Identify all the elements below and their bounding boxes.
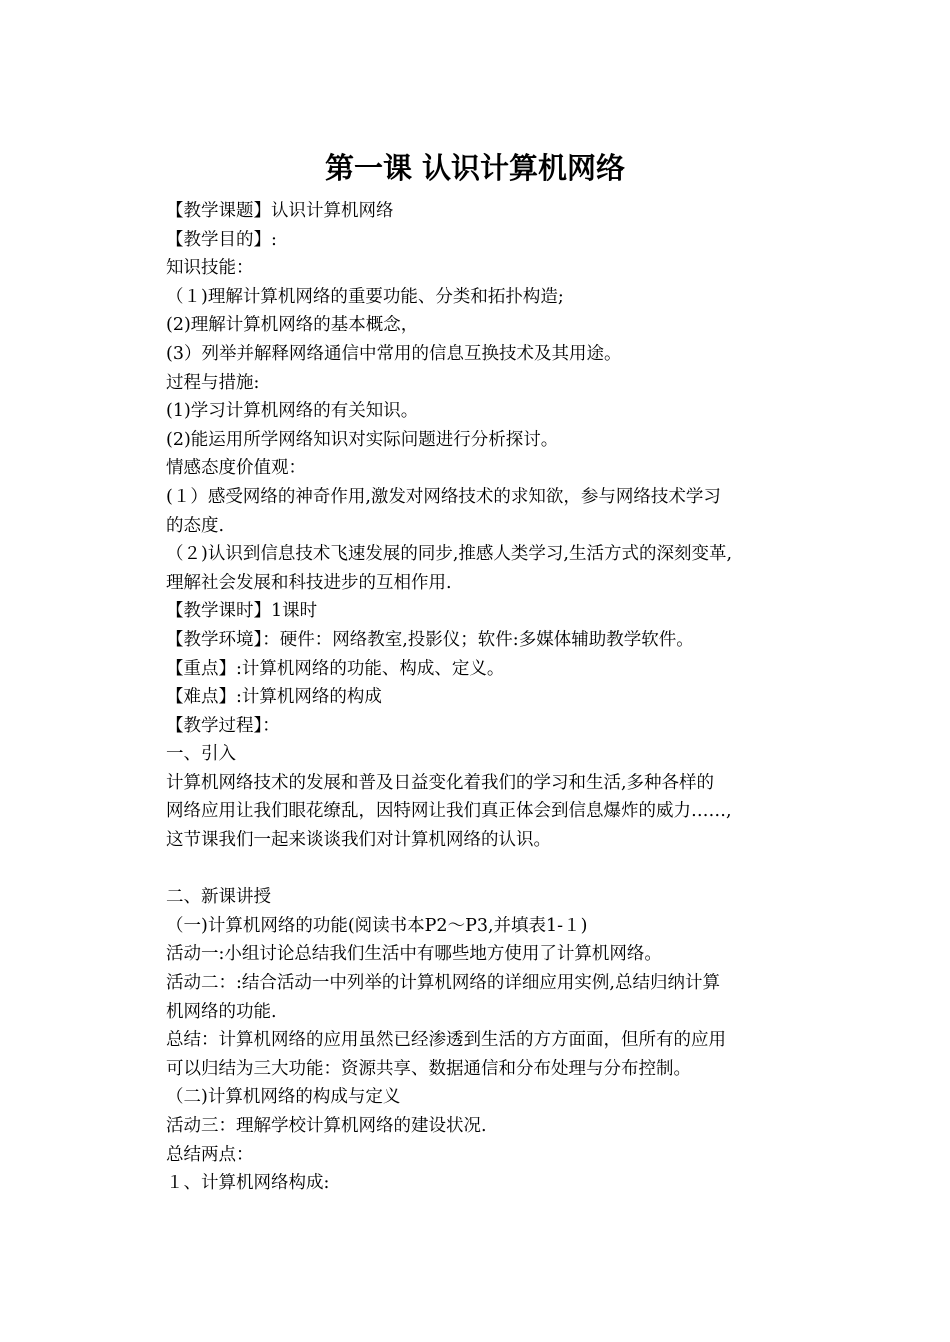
text-line: (3）列举并解释网络通信中常用的信息互换技术及其用途。	[166, 343, 622, 364]
text-line: 的态度.	[166, 515, 225, 536]
text-line: 计算机网络技术的发展和普及日益变化着我们的学习和生活,多种各样的	[166, 772, 715, 793]
text-line: 活动一:小组讨论总结我们生活中有哪些地方使用了计算机网络。	[166, 944, 662, 965]
text-line: (1)学习计算机网络的有关知识。	[166, 401, 419, 422]
text-line: 网络应用让我们眼花缭乱，因特网让我们真正体会到信息爆炸的威力……,	[166, 801, 732, 822]
document-title: 第一课 认识计算机网络	[324, 151, 626, 185]
text-line: 机网络的功能.	[166, 1001, 277, 1022]
text-line: 这节课我们一起来谈谈我们对计算机网络的认识。	[166, 830, 551, 851]
text-line: 【难点】:计算机网络的构成	[166, 687, 382, 708]
text-line: 【重点】:计算机网络的功能、构成、定义。	[166, 658, 505, 679]
text-line: 过程与措施:	[166, 372, 260, 393]
text-line: 【教学目的】:	[166, 229, 277, 250]
text-line: 【教学过程】：	[166, 715, 280, 736]
text-line: 知识技能：	[166, 258, 254, 279]
text-line: 活动三：理解学校计算机网络的建设状况.	[166, 1116, 487, 1136]
document-body	[166, 197, 792, 1198]
text-line: （一)计算机网络的功能(阅读书本P2～P3,并填表1-１)	[166, 915, 588, 936]
text-line: (１）感受网络的神奇作用,激发对网络技术的求知欲，参与网络技术学习	[166, 486, 721, 507]
text-line: （２)认识到信息技术飞速发展的同步,推感人类学习,生活方式的深刻变革,	[166, 544, 733, 565]
text-line: （１)理解计算机网络的重要功能、分类和拓扑构造;	[166, 286, 564, 307]
text-line: 【教学课题】认识计算机网络	[166, 201, 394, 221]
text-line: (2)能运用所学网络知识对实际问题进行分析探讨。	[166, 429, 559, 450]
text-line: 总结两点：	[166, 1144, 254, 1165]
text-line: 一、引入	[166, 744, 236, 765]
blank-line	[166, 855, 792, 884]
text-line: 总结：计算机网络的应用虽然已经渗透到生活的方方面面，但所有的应用	[166, 1030, 726, 1051]
text-line: （二)计算机网络的构成与定义	[166, 1087, 401, 1108]
text-line: (2)理解计算机网络的基本概念，	[166, 315, 419, 336]
text-line: 【教学环境】：硬件：网络教室,投影仪；软件:多媒体辅助教学软件。	[166, 629, 694, 650]
text-line: １、计算机网络构成:	[166, 1173, 330, 1194]
text-line: 情感态度价值观：	[166, 458, 306, 479]
text-line: 二、新课讲授	[166, 887, 271, 908]
text-line: 理解社会发展和科技进步的互相作用.	[166, 572, 452, 593]
text-line: 活动二：:结合活动一中列举的计算机网络的详细应用实例,总结归纳计算	[166, 973, 720, 994]
text-line: 【教学课时】1课时	[166, 601, 318, 622]
text-line: 可以归结为三大功能：资源共享、数据通信和分布处理与分布控制。	[166, 1058, 691, 1079]
